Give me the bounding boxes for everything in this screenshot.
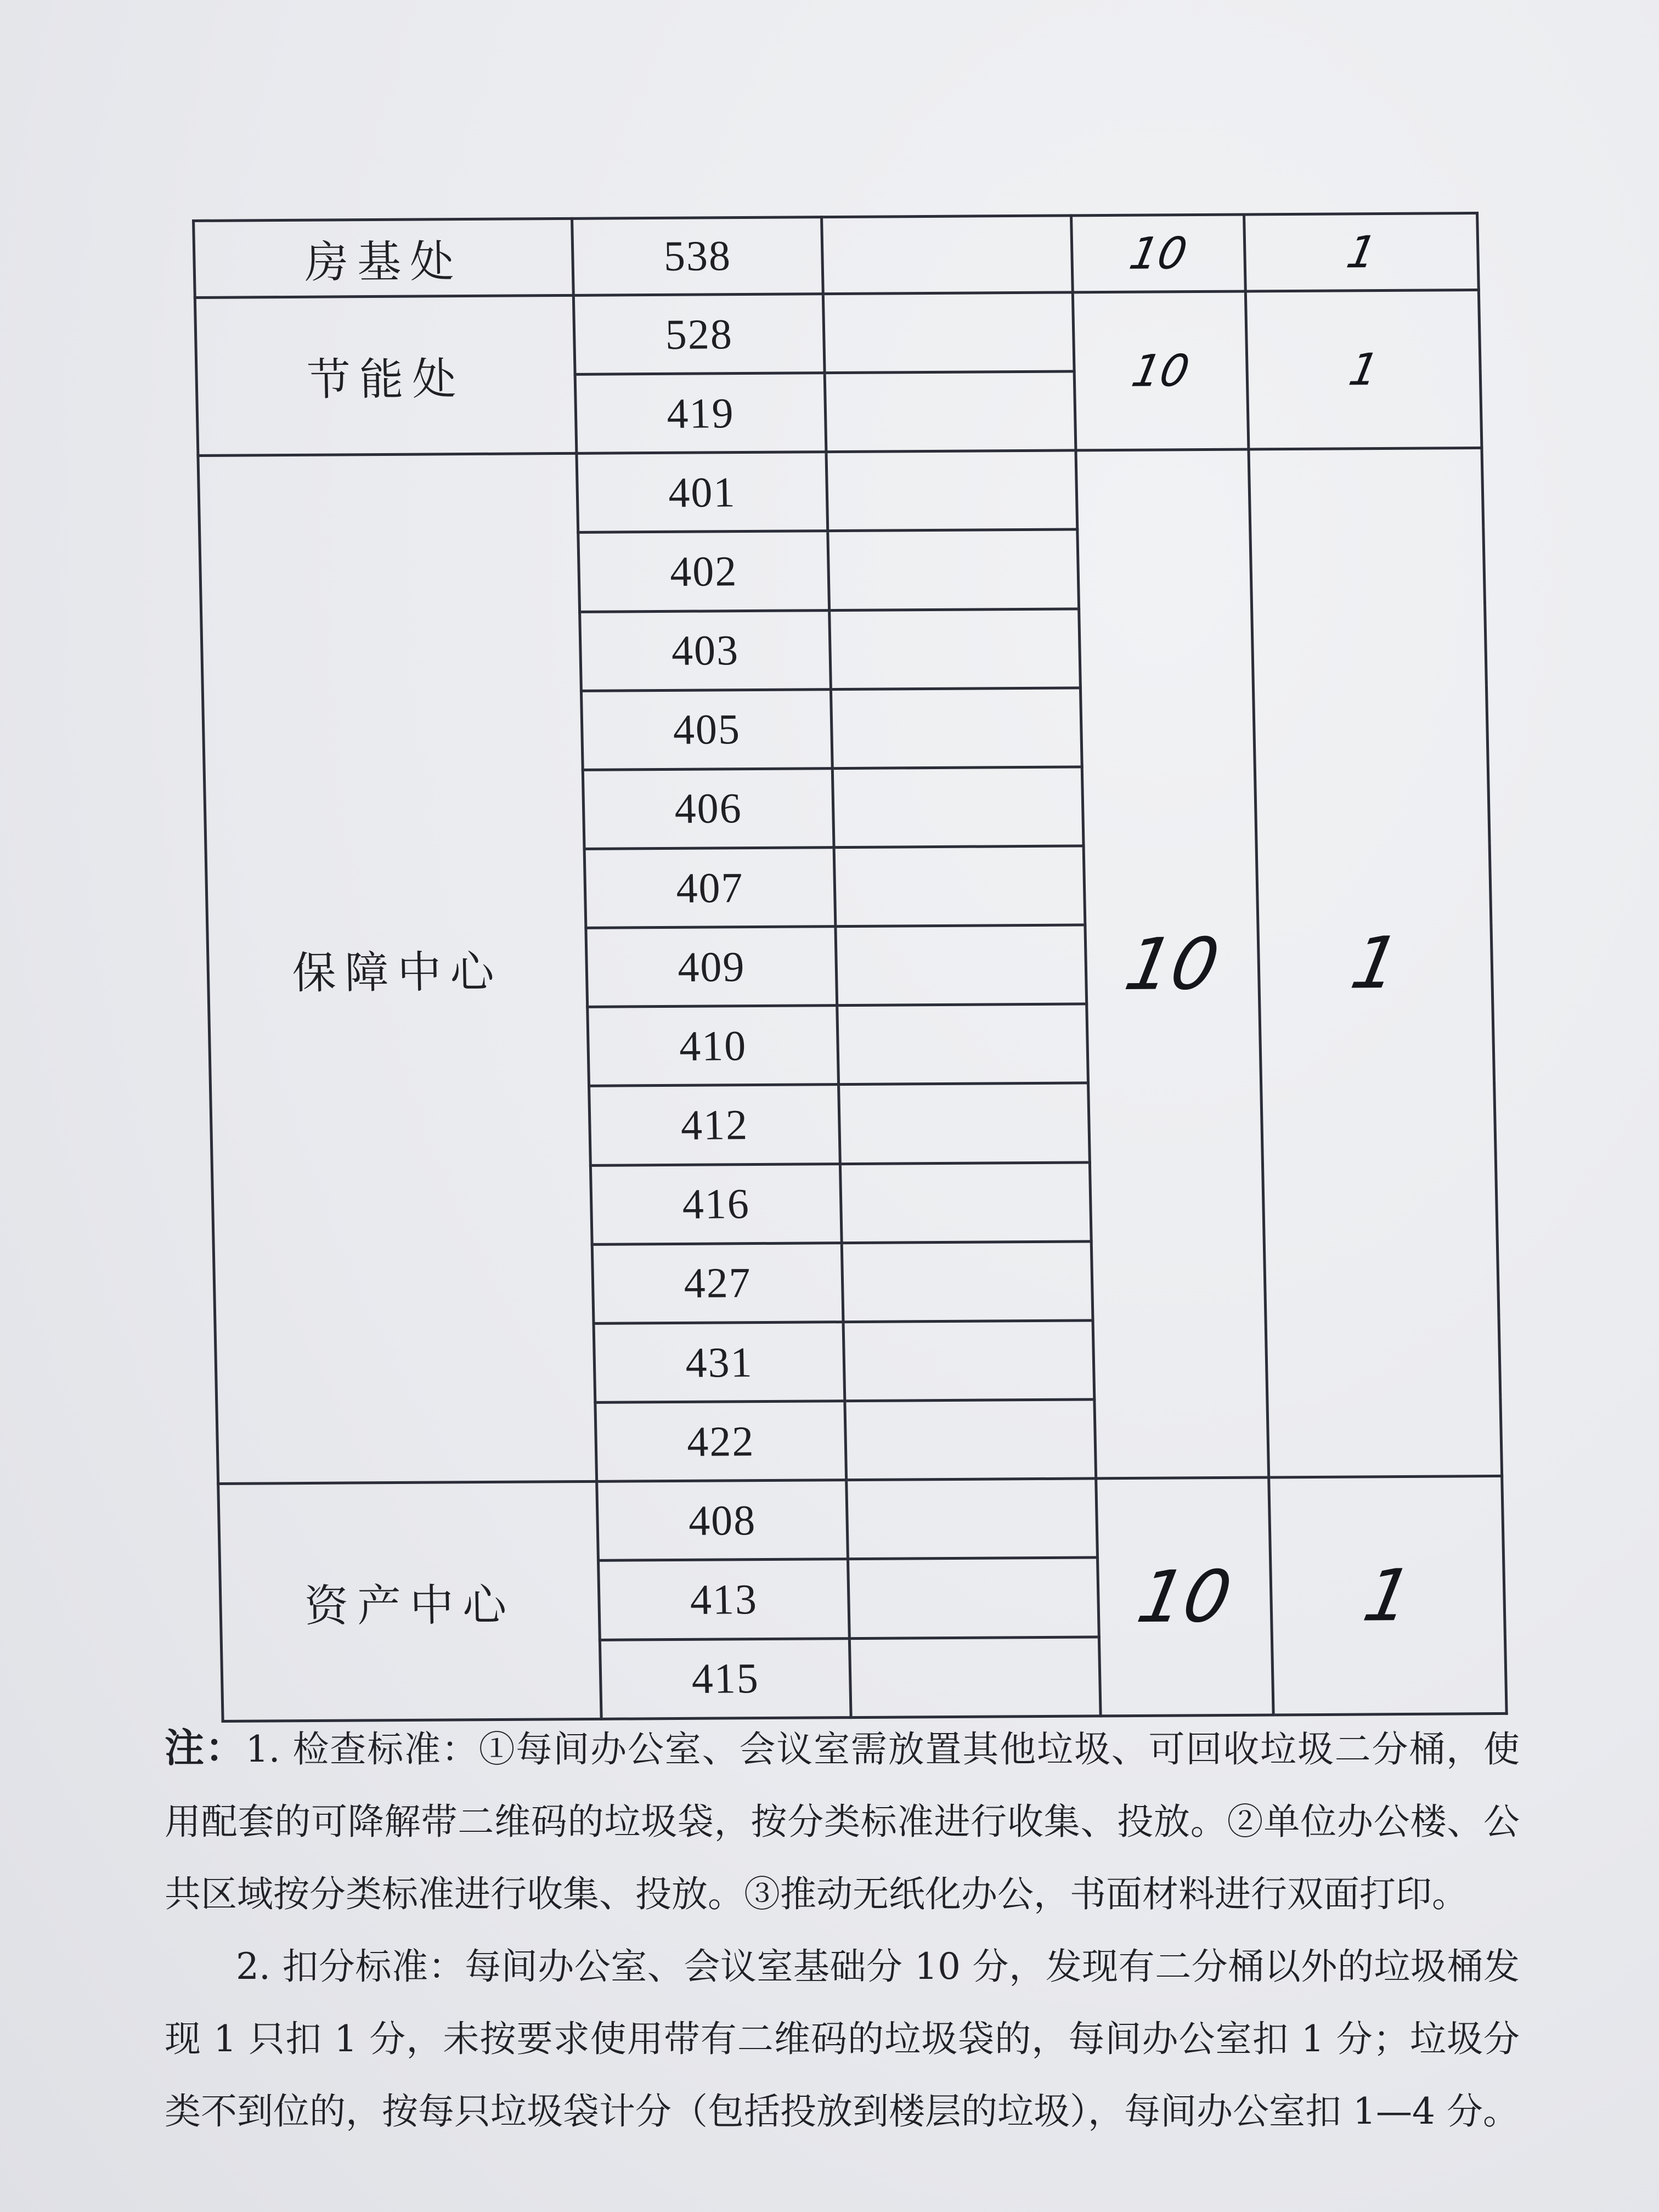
handwritten-count: 1	[1357, 1554, 1419, 1638]
blank-cell	[843, 1321, 1094, 1401]
room-number-cell: 528	[573, 294, 825, 375]
room-number-cell: 415	[600, 1638, 851, 1719]
score-cell	[1076, 449, 1269, 1479]
blank-cell	[832, 767, 1084, 848]
blank-cell	[842, 1242, 1093, 1322]
note-item-1: 1. 检查标准：①每间办公室、会议室需放置其他垃圾、可回收垃圾二分桶，使用配套的可降解带二维码的垃圾袋，按分类标准进行收集、投放。②单位办公楼、公共区域按分类标准进行收集、投放。③推动无纸化办公，书面材料进行双面打印。	[165, 1728, 1520, 1915]
notes-section	[165, 1712, 1520, 2148]
table-row	[218, 1476, 1504, 1563]
blank-cell	[836, 925, 1087, 1006]
dept-cell: 保障中心	[198, 454, 597, 1484]
room-number-cell: 408	[597, 1480, 848, 1561]
note-label: 注：	[165, 1724, 246, 1771]
blank-cell	[828, 529, 1079, 610]
blank-cell	[840, 1163, 1091, 1243]
room-number-cell: 409	[586, 927, 837, 1007]
note-check-standard	[165, 1712, 1520, 1931]
note-deduction-standard	[165, 1931, 1520, 2148]
room-number-cell: 422	[595, 1401, 847, 1482]
blank-cell	[831, 688, 1082, 769]
count-cell	[1244, 213, 1479, 291]
blank-cell	[826, 450, 1077, 531]
handwritten-count: 1	[1342, 226, 1380, 278]
room-number-cell: 431	[594, 1322, 845, 1403]
blank-cell	[822, 216, 1073, 294]
room-number-cell: 427	[592, 1243, 843, 1323]
inspection-table-body	[194, 213, 1507, 1721]
room-number-cell: 413	[598, 1559, 849, 1640]
handwritten-count: 1	[1345, 344, 1383, 396]
handwritten-score: 10	[1131, 1554, 1238, 1639]
handwritten-score: 10	[1127, 345, 1194, 397]
blank-cell	[834, 846, 1085, 927]
blank-cell	[845, 1400, 1096, 1480]
handwritten-score: 10	[1119, 922, 1226, 1006]
room-number-cell: 410	[588, 1006, 839, 1086]
blank-cell	[839, 1083, 1090, 1164]
score-cell	[1071, 215, 1246, 292]
note-item-2: 2. 扣分标准：每间办公室、会议室基础分 10 分，发现有二分桶以外的垃圾桶发现 1 只扣 1 分，未按要求使用带有二维码的垃圾袋的，每间办公室扣 1 分；垃圾分类不到位的，按每只垃圾袋计分（包括投放到楼层的垃圾），每间办公室扣 1—4 分。	[165, 1945, 1520, 2132]
room-number-cell: 416	[590, 1164, 842, 1244]
table-row	[198, 448, 1483, 535]
room-number-cell: 412	[589, 1085, 840, 1165]
count-cell	[1249, 448, 1502, 1478]
blank-cell	[847, 1479, 1098, 1559]
blank-cell	[849, 1637, 1101, 1717]
count-cell	[1269, 1476, 1506, 1715]
room-number-cell: 401	[577, 452, 828, 533]
inspection-table	[192, 212, 1505, 1723]
blank-cell	[837, 1004, 1088, 1085]
room-number-cell: 406	[583, 768, 834, 849]
dept-cell: 资产中心	[218, 1482, 601, 1722]
room-number-cell: 402	[578, 531, 830, 612]
dept-cell: 节能处	[195, 295, 577, 455]
table-row	[195, 290, 1480, 376]
room-number-cell: 419	[575, 373, 826, 454]
count-cell	[1245, 290, 1482, 449]
blank-cell	[848, 1558, 1099, 1638]
room-number-cell: 405	[581, 689, 832, 770]
handwritten-score: 10	[1125, 228, 1192, 279]
blank-cell	[830, 608, 1081, 689]
blank-cell	[823, 292, 1074, 373]
room-number-cell: 407	[584, 848, 836, 928]
table-row	[194, 213, 1479, 297]
score-cell	[1096, 1477, 1273, 1716]
room-number-cell: 403	[580, 610, 831, 691]
blank-cell	[825, 371, 1076, 452]
handwritten-count: 1	[1344, 921, 1406, 1005]
room-number-cell: 538	[572, 217, 823, 296]
dept-cell: 房基处	[194, 218, 574, 297]
score-cell	[1073, 291, 1249, 450]
